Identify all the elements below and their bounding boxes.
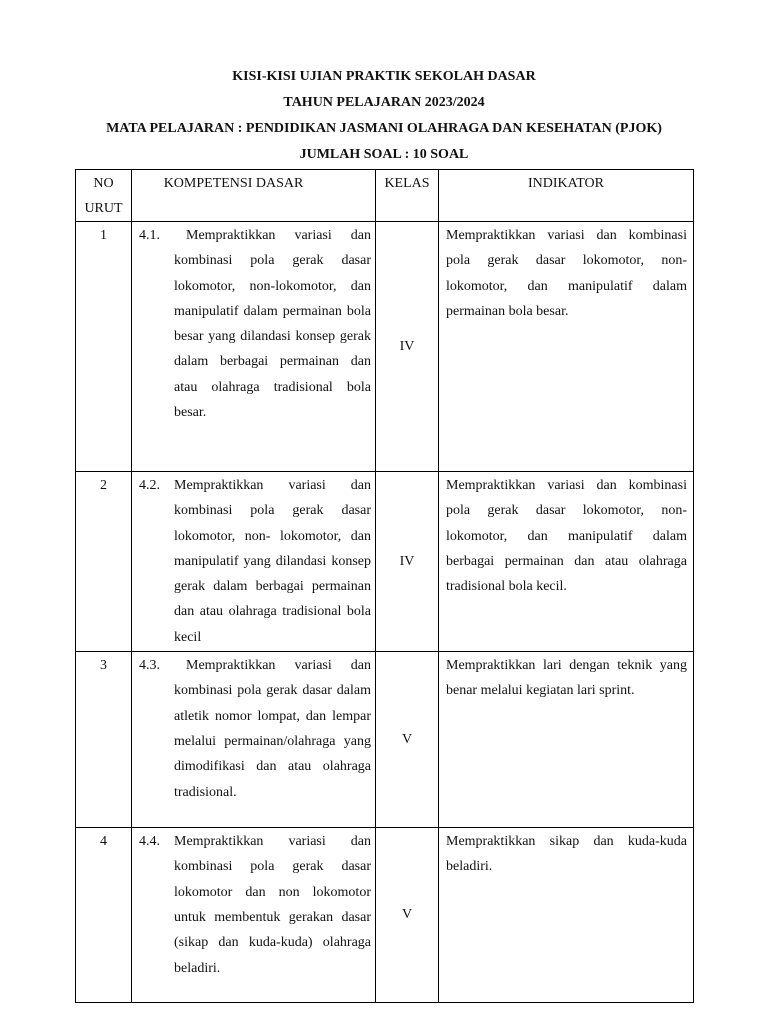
cell-kelas: IV <box>376 472 439 652</box>
cell-kompetensi <box>132 652 376 828</box>
header-kompetensi-dasar: KOMPETENSI DASAR <box>132 170 376 222</box>
table-row <box>76 652 694 828</box>
table-header-row <box>76 170 694 222</box>
kd-number: 4.3. <box>139 658 160 674</box>
cell-kelas: V <box>376 828 439 1003</box>
kd-text: Mempraktikkan variasi dan kombinasi pola gerak dasar dalam atletik nomor lompat, dan lempar melalui permainan/olahraga yang dimodifikasi dan atau olahraga tradisional. <box>174 658 371 800</box>
kd-number: 4.4. <box>139 834 160 850</box>
title-line-2: TAHUN PELAJARAN 2023/2024 <box>283 95 485 110</box>
cell-indikator: Mempraktikkan lari dengan teknik yang benar melalui kegiatan lari sprint. <box>439 652 694 828</box>
table-row <box>76 472 694 652</box>
header-kelas: KELAS <box>376 170 439 222</box>
title-line-3: MATA PELAJARAN : PENDIDIKAN JASMANI OLAHRAGA DAN KESEHATAN (PJOK) <box>106 121 662 136</box>
kd-number: 4.1. <box>139 228 160 243</box>
cell-kelas: V <box>376 652 439 828</box>
kisi-kisi-table <box>75 169 694 1003</box>
cell-kompetensi <box>132 828 376 1003</box>
header-no: NO <box>93 176 114 191</box>
document-header <box>0 64 768 168</box>
cell-no: 1 <box>76 222 132 472</box>
kd-text: Mempraktikkan variasi dan kombinasi pola gerak dasar lokomotor dan non lokomotor untuk membentuk gerakan dasar (sikap dan kuda-kuda) olahraga beladiri. <box>174 834 371 976</box>
header-urut: URUT <box>84 201 123 216</box>
cell-no: 4 <box>76 828 132 1003</box>
cell-indikator: Mempraktikkan sikap dan kuda-kuda beladiri. <box>439 828 694 1003</box>
cell-kompetensi <box>132 472 376 652</box>
header-indikator: INDIKATOR <box>439 170 694 222</box>
cell-no: 2 <box>76 472 132 652</box>
cell-indikator: Mempraktikkan variasi dan kombinasi pola gerak dasar lokomotor, non-lokomotor, dan manipulatif dalam berbagai permainan dan atau olahraga tradisional bola kecil. <box>439 472 694 652</box>
table-row <box>76 828 694 1003</box>
table-row <box>76 222 694 472</box>
title-line-1: KISI-KISI UJIAN PRAKTIK SEKOLAH DASAR <box>232 69 536 84</box>
cell-kelas: IV <box>376 222 439 472</box>
header-no-urut <box>76 170 132 222</box>
kd-text: Mempraktikkan variasi dan kombinasi pola gerak dasar lokomotor, non- lokomotor, dan manipulatif yang dilandasi konsep gerak dalam berbagai permainan dan atau olahraga tradisional bola kecil <box>174 478 371 645</box>
kd-text: Mempraktikkan variasi dan kombinasi pola gerak dasar lokomotor, non-lokomotor, dan manipulatif dalam permainan bola besar yang dilandasi konsep gerak dalam berbagai permainan dan atau olahraga tradisional bola besar. <box>174 228 371 421</box>
cell-indikator: Mempraktikkan variasi dan kombinasi pola gerak dasar lokomotor, non-lokomotor, dan manipulatif dalam permainan bola besar. <box>439 222 694 472</box>
kd-number: 4.2. <box>139 478 160 493</box>
cell-kompetensi <box>132 222 376 472</box>
cell-no: 3 <box>76 652 132 828</box>
title-line-4: JUMLAH SOAL : 10 SOAL <box>299 147 469 162</box>
